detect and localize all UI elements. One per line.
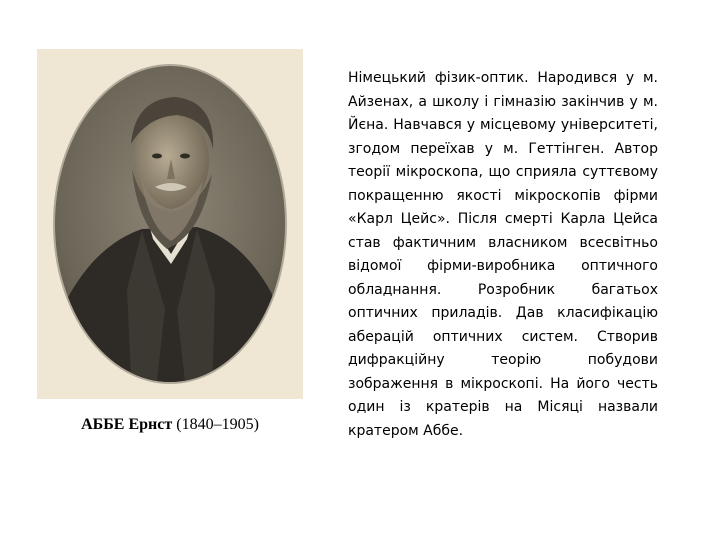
caption-name: АББЕ Ернст: [81, 416, 173, 433]
caption-years: (1840–1905): [176, 416, 259, 433]
portrait-photo: [37, 49, 303, 399]
portrait-caption: [37, 416, 303, 434]
biography-text: Німецький фізик-оптик. Народився у м. Айзенах, а школу і гімназію закінчив у м. Йєна. Навчався у місцевому університеті, згодом переїхав у м. Геттінген. Автор теорії мікроскопа, що сприяла суттєвому покращенню якості мікроскопів фірми «Карл Цейс». Після смерті Карла Цейса став фактичним власником всесвітньо відомої фірми-виробника оптичного обладнання. Розробник багатьох оптичних приладів. Дав класифікацію аберацій оптичних систем. Створив дифракційну теорію побудови зображення в мікроскопі. На його честь один із кратерів на Місяці назвали кратером Аббе.: [348, 70, 658, 439]
